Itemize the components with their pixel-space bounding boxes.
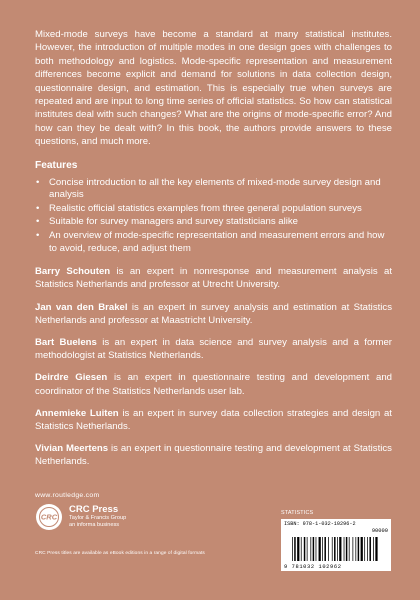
barcode-bar bbox=[301, 537, 302, 561]
barcode-bar bbox=[294, 537, 296, 561]
barcode-bar bbox=[324, 537, 326, 561]
author-name: Bart Buelens bbox=[35, 337, 97, 349]
feature-item bbox=[35, 230, 392, 255]
barcode-bar bbox=[328, 537, 329, 561]
publisher-name: CRC Press bbox=[69, 504, 119, 515]
publisher-block bbox=[35, 503, 265, 531]
feature-text: Concise introduction to all the key elements of mixed-mode survey design and analysis bbox=[49, 176, 381, 201]
barcode-bar bbox=[310, 537, 311, 561]
barcode-bar bbox=[337, 537, 338, 561]
publisher-text bbox=[69, 505, 126, 529]
bullet-icon: • bbox=[36, 202, 40, 214]
barcode-bar bbox=[375, 537, 377, 561]
author-description: is an expert in survey data collection strategies and design at Statistics Netherlands. bbox=[35, 407, 392, 433]
book-description: Mixed-mode surveys have become a standard at many statistical institutes. However, the introduction of multiple modes in one design goes with challenges to both methodology and logistics. Mode-specific representation and measurement differences become explicit and demand for solutions in data collection design, questionnaire design, and estimation. This is especially true when surveys are repeated and are input to long time series of official statistics. So how can statistical institutes deal with such changes? What are the origins of mode-specific error? And how can they be dealt with? In this book, the authors provide answers to these questions, and much more. bbox=[35, 29, 392, 148]
barcode-bar bbox=[367, 537, 368, 561]
author-description: is an expert in nonresponse and measurement analysis at Statistics Netherlands and professor at Utrecht University. bbox=[35, 266, 392, 291]
barcode-bar bbox=[358, 537, 360, 561]
barcode-bar bbox=[361, 537, 363, 561]
main-text bbox=[35, 28, 392, 478]
barcode-bar bbox=[346, 537, 348, 561]
author-name: Annemieke Luiten bbox=[35, 407, 119, 419]
barcode-bar bbox=[304, 537, 306, 561]
barcode-bar bbox=[313, 537, 315, 561]
author-description: is an expert in survey analysis and estimation at Statistics Netherlands and professor at Maastricht University. bbox=[35, 301, 393, 326]
barcode-bar bbox=[307, 537, 308, 561]
barcode-bar bbox=[316, 537, 317, 561]
barcode-bar bbox=[332, 537, 333, 561]
features-heading: Features bbox=[35, 159, 78, 171]
barcode-bar bbox=[339, 537, 341, 561]
publisher-footer bbox=[35, 492, 265, 556]
barcode-bar bbox=[297, 537, 299, 561]
barcode-bar bbox=[353, 537, 354, 561]
logo-text: CRC bbox=[40, 512, 58, 522]
bullet-icon: • bbox=[36, 176, 40, 188]
barcode bbox=[281, 519, 391, 571]
barcode-bar bbox=[292, 537, 293, 561]
barcode-bar bbox=[369, 537, 371, 561]
crc-press-logo-icon bbox=[35, 503, 63, 531]
feature-text: Suitable for survey managers and survey statisticians alike bbox=[49, 216, 299, 228]
feature-item bbox=[35, 216, 392, 229]
publisher-url: www.routledge.com bbox=[35, 492, 100, 499]
isbn-label: ISBN: 978-1-032-10296-2 bbox=[284, 521, 356, 527]
author-bio bbox=[35, 301, 392, 327]
author-name: Barry Schouten bbox=[35, 266, 111, 278]
barcode-bar bbox=[344, 537, 345, 561]
author-name: Deirdre Giesen bbox=[35, 372, 108, 384]
author-description: is an expert in data science and survey analysis and a former methodologist at Statistics Netherlands. bbox=[35, 337, 392, 362]
author-name: Jan van den Brakel bbox=[35, 301, 128, 313]
publisher-group: Taylor & Francis Group bbox=[69, 515, 127, 521]
author-description: is an expert in questionnaire testing and development and coordinator of the Statistics Netherlands user lab. bbox=[35, 372, 392, 397]
barcode-bars bbox=[284, 529, 388, 564]
author-bio bbox=[35, 407, 392, 433]
author-bio bbox=[35, 371, 392, 397]
author-description: is an expert in questionnaire testing and development at Statistics Netherlands. bbox=[35, 443, 392, 468]
feature-item bbox=[35, 203, 392, 216]
author-name: Vivian Meertens bbox=[35, 443, 109, 455]
barcode-bar bbox=[373, 537, 374, 561]
barcode-bar bbox=[334, 537, 336, 561]
feature-text: An overview of mode-specific representation and measurement errors and how to avoid, reduce, and adjust them bbox=[49, 230, 385, 254]
features-list bbox=[35, 177, 392, 256]
subject-category: STATISTICS bbox=[281, 510, 314, 516]
feature-text: Realistic official statistics examples from three general population surveys bbox=[49, 202, 362, 214]
barcode-digits: 9 781032 102962 bbox=[284, 564, 342, 570]
bullet-icon: • bbox=[36, 216, 40, 228]
barcode-bar bbox=[319, 537, 321, 561]
author-bio bbox=[35, 265, 392, 291]
author-bio bbox=[35, 442, 392, 468]
ebook-note: CRC Press titles are available as eBook editions in a range of digital formats bbox=[35, 551, 205, 556]
barcode-bar bbox=[355, 537, 356, 561]
author-bio bbox=[35, 336, 392, 362]
bullet-icon: • bbox=[36, 230, 40, 242]
barcode-bar bbox=[322, 537, 323, 561]
feature-item bbox=[35, 177, 392, 202]
barcode-bar bbox=[364, 537, 365, 561]
publisher-tagline: an informa business bbox=[69, 522, 120, 528]
barcode-bar bbox=[349, 537, 350, 561]
price-code: 90000 bbox=[371, 528, 388, 534]
